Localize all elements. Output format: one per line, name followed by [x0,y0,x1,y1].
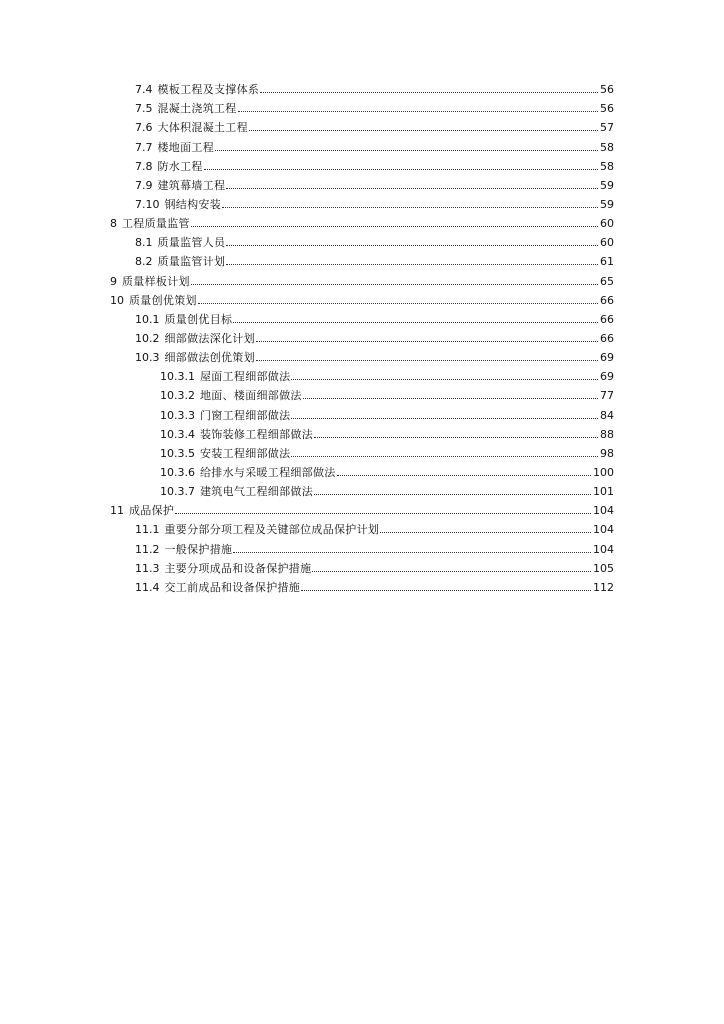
toc-entry[interactable] [0,577,614,596]
toc-dot-leader [291,418,598,419]
toc-dot-leader [191,226,598,227]
toc-entry-page: 57 [600,121,614,135]
toc-dot-leader [226,264,598,265]
toc-entry[interactable] [0,156,614,175]
toc-entry-page: 65 [600,274,614,288]
toc-entry-page: 61 [600,255,614,269]
toc-entry[interactable] [0,404,614,423]
toc-entry-number: 7.8 [135,159,153,173]
toc-entry-page: 104 [593,542,614,556]
toc-entry-number: 10.1 [135,312,160,326]
toc-entry-number: 11 [110,504,124,518]
toc-entry[interactable] [0,98,614,117]
toc-entry-page: 104 [593,523,614,537]
toc-entry[interactable] [0,175,614,194]
toc-dot-leader [198,303,598,304]
toc-entry[interactable] [0,328,614,347]
toc-dot-leader [380,532,591,533]
toc-entry-number: 10.3.6 [160,465,195,479]
toc-entry[interactable] [0,213,614,232]
toc-dot-leader [291,379,598,380]
toc-entry-page: 56 [600,102,614,116]
toc-entry-title: 地面、楼面细部做法 [200,389,302,403]
toc-entry-number: 10.3.7 [160,485,195,499]
toc-dot-leader [312,571,591,572]
toc-entry-page: 101 [593,485,614,499]
toc-entry-title: 给排水与采暖工程细部做法 [200,465,336,479]
toc-entry-number: 8.2 [135,255,153,269]
toc-entry-number: 7.5 [135,102,153,116]
toc-entry-title: 交工前成品和设备保护措施 [164,580,301,594]
toc-entry-title: 重要分部分项工程及关键部位成品保护计划 [164,523,380,537]
toc-entry-title: 成品保护 [129,504,175,518]
toc-entry[interactable] [0,347,614,366]
toc-entry-title: 建筑电气工程细部做法 [200,485,313,499]
toc-entry-number: 7.10 [135,197,160,211]
toc-entry-number: 7.6 [135,121,153,135]
toc-dot-leader [301,590,591,591]
toc-entry[interactable] [0,500,614,519]
toc-entry[interactable] [0,481,614,500]
toc-entry-number: 10 [110,293,124,307]
toc-entry-number: 10.3.4 [160,427,195,441]
toc-entry-number: 10.3.3 [160,408,195,422]
toc-dot-leader [260,92,598,93]
toc-dot-leader [291,456,598,457]
toc-entry-number: 11.2 [135,542,160,556]
toc-entry-title: 模板工程及支撑体系 [157,83,260,97]
toc-entry[interactable] [0,270,614,289]
toc-entry-title: 质量样板计划 [122,274,190,288]
toc-entry-number: 11.4 [135,580,160,594]
toc-entry[interactable] [0,385,614,404]
toc-dot-leader [226,245,598,246]
toc-entry-number: 10.3.1 [160,370,195,384]
toc-entry-title: 建筑幕墙工程 [157,178,226,192]
toc-entry-number: 8.1 [135,236,153,250]
toc-entry-title: 防水工程 [157,159,203,173]
toc-entry-number: 10.3.5 [160,446,195,460]
toc-entry-page: 69 [600,370,614,384]
toc-dot-leader [191,284,598,285]
toc-entry-title: 大体积混凝土工程 [157,121,248,135]
toc-entry[interactable] [0,462,614,481]
toc-entry-title: 质量监管计划 [157,255,226,269]
toc-entry[interactable] [0,117,614,136]
toc-dot-leader [175,513,591,514]
toc-entry-number: 11.1 [135,523,160,537]
toc-entry-title: 细部做法创优策划 [164,351,255,365]
toc-dot-leader [256,360,598,361]
toc-entry-page: 60 [600,217,614,231]
toc-entry-title: 楼地面工程 [157,140,214,154]
toc-entry-page: 66 [600,293,614,307]
toc-dot-leader [233,322,598,323]
toc-dot-leader [215,150,598,151]
toc-entry-page: 60 [600,236,614,250]
toc-entry[interactable] [0,366,614,385]
toc-entry-title: 装饰装修工程细部做法 [200,427,313,441]
toc-entry-page: 112 [593,580,614,594]
toc-dot-leader [314,437,598,438]
toc-entry-page: 105 [593,561,614,575]
toc-entry-page: 66 [600,312,614,326]
toc-entry-page: 58 [600,159,614,173]
toc-dot-leader [249,130,598,131]
toc-entry[interactable] [0,232,614,251]
toc-entry[interactable] [0,136,614,155]
toc-entry-number: 10.2 [135,331,160,345]
toc-entry[interactable] [0,519,614,538]
toc-entry-title: 一般保护措施 [164,542,233,556]
toc-entry-title: 安装工程细部做法 [200,446,291,460]
toc-entry-number: 10.3.2 [160,389,195,403]
toc-entry-number: 7.4 [135,83,153,97]
toc-entry-title: 质量创优策划 [129,293,197,307]
toc-entry-title: 钢结构安装 [164,197,221,211]
toc-entry-page: 98 [600,446,614,460]
toc-entry-title: 屋面工程细部做法 [200,370,291,384]
toc-entry[interactable] [0,558,614,577]
toc-entry-title: 主要分项成品和设备保护措施 [164,561,312,575]
toc-dot-leader [238,111,598,112]
toc-entry-title: 门窗工程细部做法 [200,408,291,422]
toc-entry-title: 质量创优目标 [164,312,233,326]
toc-entry-page: 59 [600,197,614,211]
toc-entry-page: 84 [600,408,614,422]
toc-entry-page: 58 [600,140,614,154]
toc-dot-leader [233,552,591,553]
toc-entry-page: 69 [600,351,614,365]
toc-entry-number: 11.3 [135,561,160,575]
toc-entry[interactable] [0,538,614,557]
toc-entry-page: 100 [593,465,614,479]
toc-entry[interactable] [0,194,614,213]
table-of-contents [0,79,724,596]
toc-entry[interactable] [0,309,614,328]
toc-entry-page: 56 [600,83,614,97]
toc-entry-number: 8 [110,217,117,231]
toc-entry[interactable] [0,290,614,309]
toc-entry[interactable] [0,443,614,462]
toc-entry-page: 66 [600,331,614,345]
toc-dot-leader [204,169,598,170]
toc-dot-leader [314,494,591,495]
toc-entry-title: 混凝土浇筑工程 [157,102,237,116]
toc-entry[interactable] [0,424,614,443]
toc-entry-page: 104 [593,504,614,518]
toc-entry-title: 质量监管人员 [157,236,226,250]
toc-dot-leader [222,207,598,208]
toc-entry[interactable] [0,79,614,98]
toc-dot-leader [337,475,591,476]
toc-entry-number: 7.9 [135,178,153,192]
toc-dot-leader [226,188,598,189]
toc-entry-page: 59 [600,178,614,192]
toc-entry-title: 细部做法深化计划 [164,331,255,345]
toc-dot-leader [256,341,598,342]
toc-entry-number: 10.3 [135,351,160,365]
toc-dot-leader [303,398,598,399]
toc-entry-number: 9 [110,274,117,288]
toc-entry-page: 88 [600,427,614,441]
toc-entry-page: 77 [600,389,614,403]
toc-entry[interactable] [0,251,614,270]
toc-entry-title: 工程质量监管 [122,217,190,231]
toc-entry-number: 7.7 [135,140,153,154]
